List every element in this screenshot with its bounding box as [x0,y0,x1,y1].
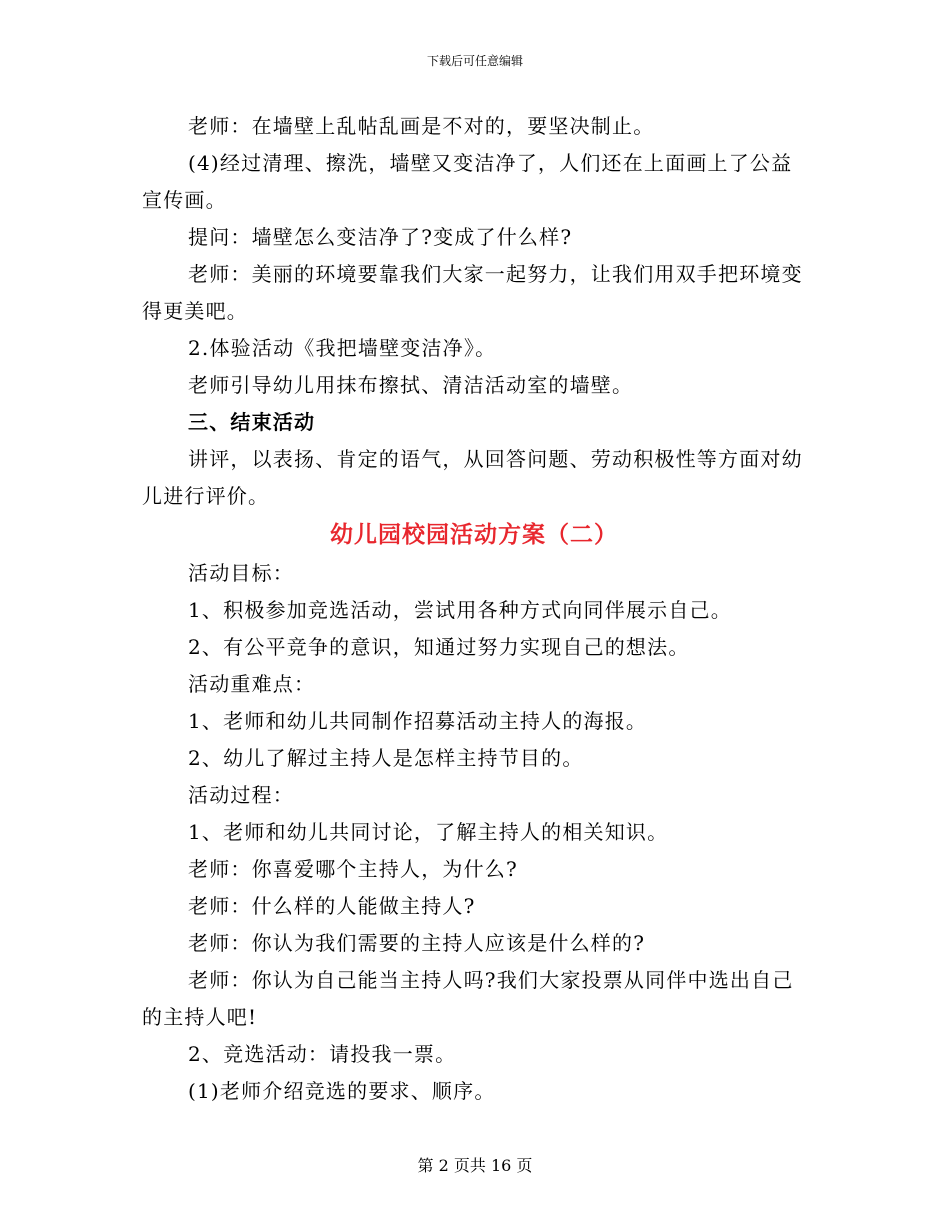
paragraph: 提问：墙壁怎么变洁净了?变成了什么样? [188,225,573,249]
section-heading: 三、结束活动 [188,410,316,434]
page-footer: 第 2 页共 16 页 [417,1156,533,1175]
paragraph: 活动过程： [188,783,294,807]
document-body [142,108,806,1110]
paragraph: 2、竞选活动：请投我一票。 [188,1042,457,1066]
paragraph: 活动目标： [188,561,294,585]
paragraph: 老师：在墙壁上乱帖乱画是不对的，要坚决制止。 [188,114,655,138]
paragraph: 2.体验活动《我把墙壁变洁净》。 [188,336,497,360]
paragraph: 2、有公平竞争的意识，知通过努力实现自己的想法。 [188,635,690,659]
paragraph: 1、老师和幼儿共同制作招募活动主持人的海报。 [188,709,648,733]
paragraph: 老师引导幼儿用抹布擦拭、清洁活动室的墙壁。 [188,373,634,397]
paragraph: 老师：你认为自己能当主持人吗?我们大家投票从同伴中选出自己的主持人吧! [142,968,794,1029]
paragraph: 老师：什么样的人能做主持人? [188,894,476,918]
paragraph: 2、幼儿了解过主持人是怎样主持节目的。 [188,746,584,770]
paragraph: 讲评，以表扬、肯定的语气，从回答问题、劳动积极性等方面对幼儿进行评价。 [142,447,803,508]
paragraph: (1)老师介绍竞选的要求、顺序。 [188,1079,496,1103]
section-title: 幼儿园校园活动方案（二） [330,522,618,548]
page-header: 下载后可任意编辑 [426,54,523,68]
paragraph: 活动重难点： [188,672,316,696]
paragraph: 老师：你认为我们需要的主持人应该是什么样的? [188,931,646,955]
paragraph: 1、老师和幼儿共同讨论，了解主持人的相关知识。 [188,820,669,844]
paragraph: 1、积极参加竞选活动，尝试用各种方式向同伴展示自己。 [188,598,732,622]
paragraph: 老师：美丽的环境要靠我们大家一起努力，让我们用双手把环境变得更美吧。 [142,262,803,323]
paragraph: (4)经过清理、擦洗，墙壁又变洁净了，人们还在上面画上了公益宣传画。 [142,151,793,212]
paragraph: 老师：你喜爱哪个主持人，为什么? [188,857,518,881]
